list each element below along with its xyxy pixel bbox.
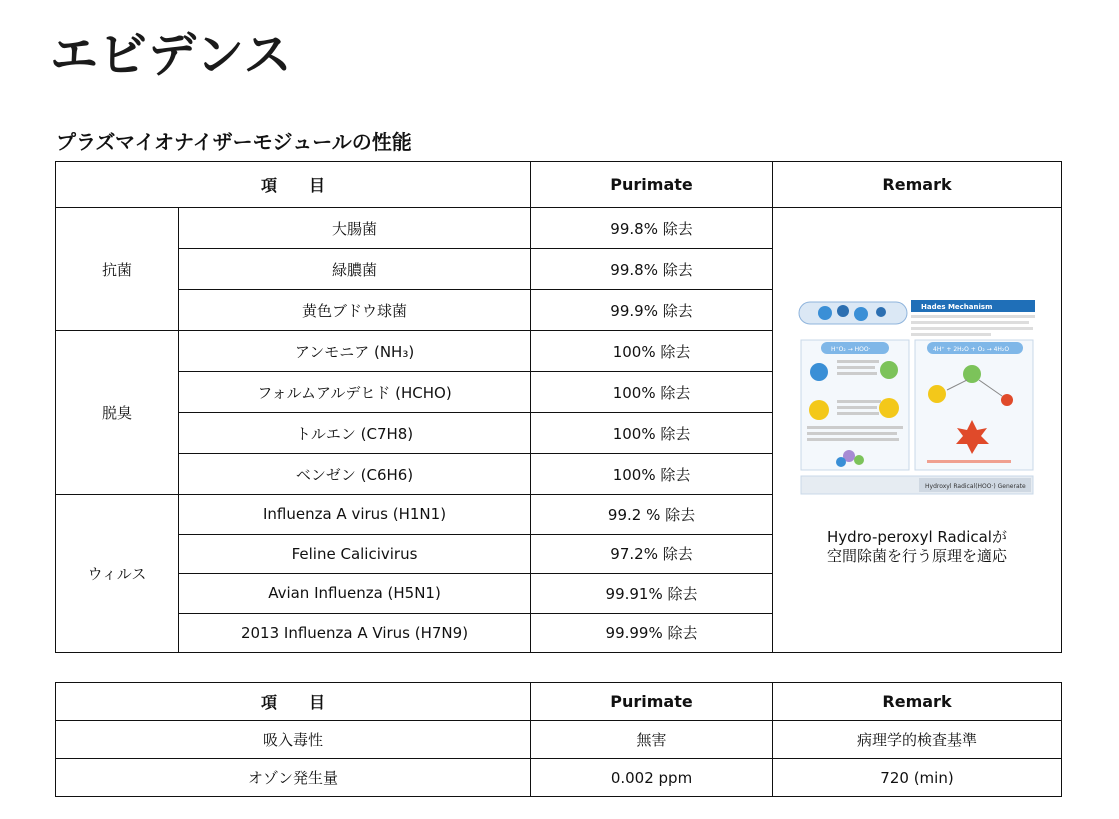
performance-table <box>55 161 1062 653</box>
category-antibacterial: 抗菌 <box>56 208 179 331</box>
header-purimate: Purimate <box>531 162 773 208</box>
table-row <box>56 208 1062 249</box>
value-cell: 100% 除去 <box>531 331 773 372</box>
table-row <box>56 721 1062 759</box>
value-cell: 99.8% 除去 <box>531 208 773 249</box>
remark-cell <box>773 208 1062 653</box>
value-cell: 無害 <box>531 721 773 759</box>
diagram-step2: 4H⁺ + 2H₂O + O₂ → 4H₂O <box>933 346 1010 353</box>
header-purimate: Purimate <box>531 683 773 721</box>
remark-text <box>827 528 1007 566</box>
item-cell: 2013 Influenza A Virus (H7N9) <box>179 613 531 653</box>
diagram-footer: Hydroxyl Radical(HOO·) Generate <box>925 483 1026 490</box>
page-title: エビデンス <box>50 27 293 83</box>
value-cell: 99.8% 除去 <box>531 249 773 290</box>
value-cell: 99.2 % 除去 <box>531 495 773 535</box>
remark-cell: 720 (min) <box>773 759 1062 797</box>
item-cell: 吸入毒性 <box>56 721 531 759</box>
safety-table <box>55 682 1062 797</box>
header-remark: Remark <box>773 162 1062 208</box>
table-header-row <box>56 683 1062 721</box>
section-subtitle: プラズマイオナイザーモジュールの性能 <box>56 130 412 154</box>
category-virus: ウィルス <box>56 495 179 653</box>
value-cell: 97.2% 除去 <box>531 534 773 574</box>
item-cell: トルエン (C7H8) <box>179 413 531 454</box>
value-cell: 100% 除去 <box>531 413 773 454</box>
remark-line-2: 空間除菌を行う原理を適応 <box>827 547 1008 565</box>
table-row <box>56 759 1062 797</box>
diagram-heading: Hades Mechanism <box>921 303 993 311</box>
item-cell: Feline Calicivirus <box>179 534 531 574</box>
value-cell: 99.99% 除去 <box>531 613 773 653</box>
remark-line-1: Hydro-peroxyl Radicalが <box>827 528 1007 546</box>
item-cell: 大腸菌 <box>179 208 531 249</box>
header-item: 項 目 <box>56 683 531 721</box>
value-cell: 99.9% 除去 <box>531 290 773 331</box>
item-cell: ベンゼン (C6H6) <box>179 454 531 495</box>
item-cell: アンモニア (NH₃) <box>179 331 531 372</box>
item-cell: 緑膿菌 <box>179 249 531 290</box>
value-cell: 100% 除去 <box>531 454 773 495</box>
value-cell: 0.002 ppm <box>531 759 773 797</box>
item-cell: Influenza A virus (H1N1) <box>179 495 531 535</box>
header-remark: Remark <box>773 683 1062 721</box>
table-header-row <box>56 162 1062 208</box>
item-cell: フォルムアルデヒド (HCHO) <box>179 372 531 413</box>
item-cell: 黄色ブドウ球菌 <box>179 290 531 331</box>
diagram-step1: H⁺O₂ → HOO· <box>831 346 871 353</box>
value-cell: 99.91% 除去 <box>531 574 773 614</box>
remark-cell: 病理学的検査基準 <box>773 721 1062 759</box>
value-cell: 100% 除去 <box>531 372 773 413</box>
item-cell: オゾン発生量 <box>56 759 531 797</box>
item-cell: Avian Influenza (H5N1) <box>179 574 531 614</box>
header-item: 項 目 <box>56 162 531 208</box>
hades-mechanism-diagram <box>797 294 1037 514</box>
category-deodorize: 脱臭 <box>56 331 179 495</box>
